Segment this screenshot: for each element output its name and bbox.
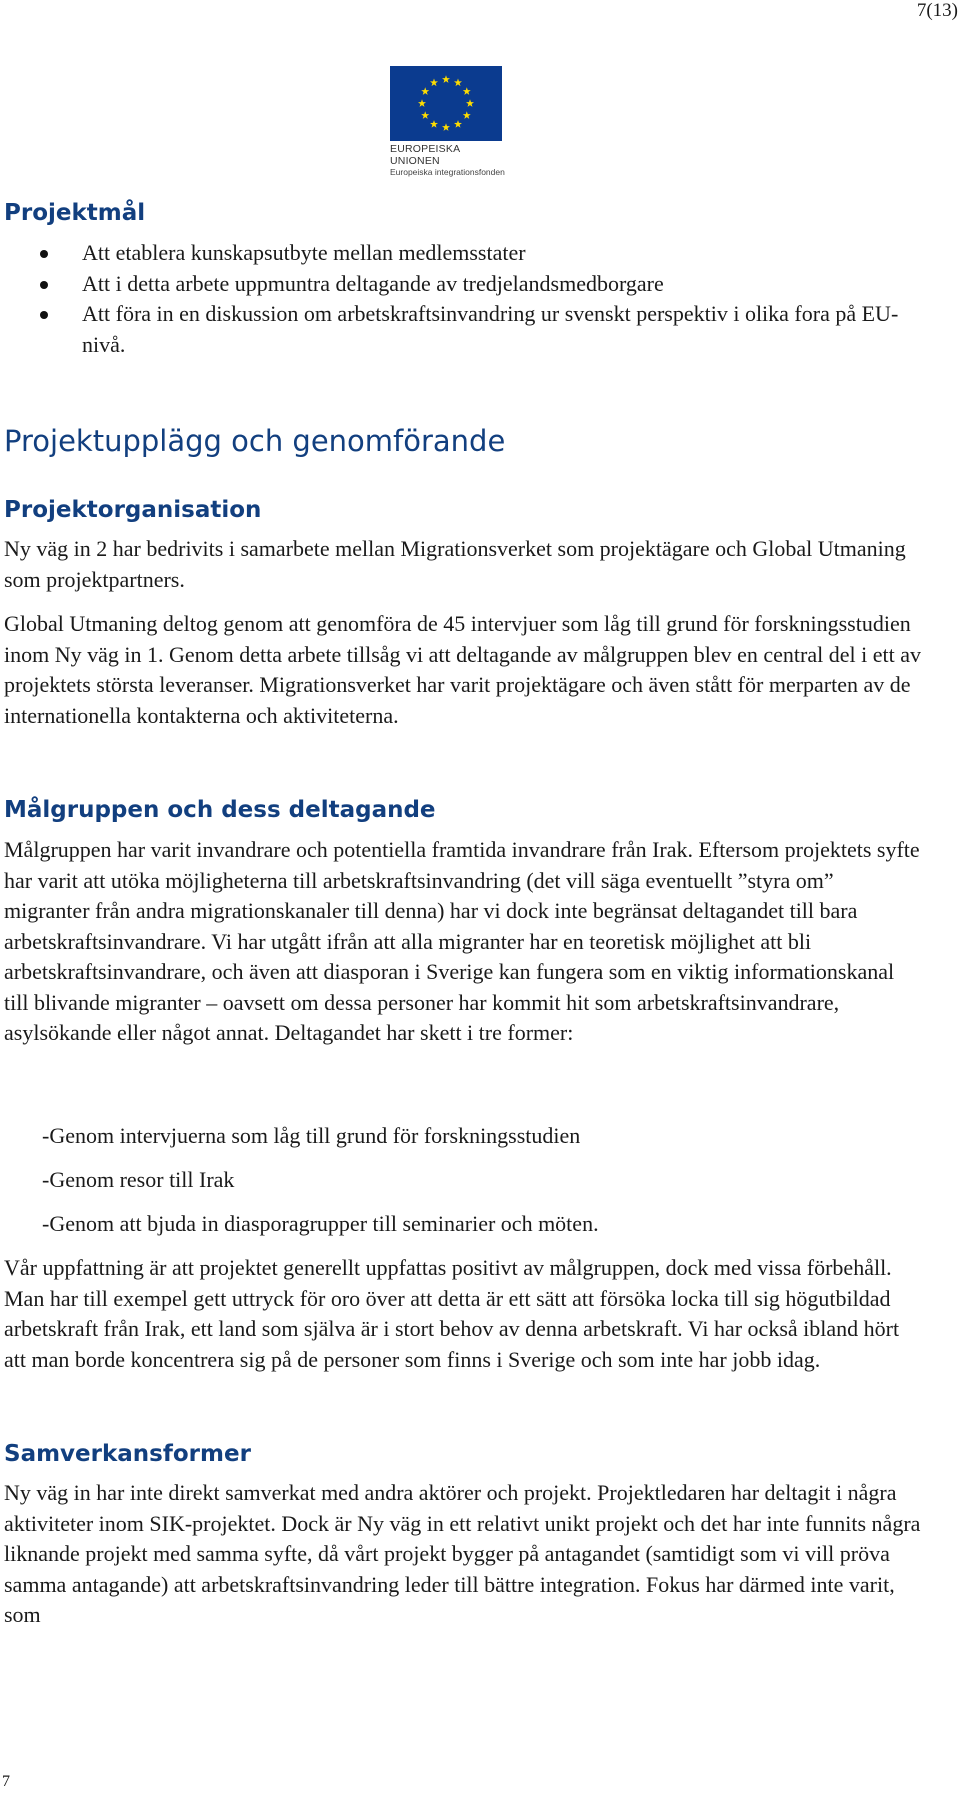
logo-caption-fund: Europeiska integrationsfonden <box>390 167 505 177</box>
paragraph-samverkan-1: Ny väg in har inte direkt samverkat med andra aktörer och projekt. Projektledaren har deltagit i några aktiviteter inom SIK-projektet. Dock är Ny väg in ett relativt unikt projekt och det har inte funnits några liknande projekt med samma syfte, då vårt projekt bygger på antagandet (samtidigt som vi vill pröva samma antagande) att arbetskraftsinvandring leder till bättre integration. Fokus har därmed inte varit, som <box>4 1480 921 1627</box>
logo-caption-union: EUROPEISKA UNIONEN <box>390 143 460 167</box>
heading-projektupplagg: Projektupplägg och genomförande <box>4 424 506 458</box>
heading-projektmal: Projektmål <box>4 200 146 226</box>
heading-projektorganisation: Projektorganisation <box>4 497 262 523</box>
dash-item: -Genom intervjuerna som låg till grund för forskningsstudien <box>42 1123 581 1148</box>
paragraph-malgruppen-2: Vår uppfattning är att projektet generellt uppfattas positivt av målgruppen, dock med vissa förbehåll. Man har till exempel gett uttryck för oro över att detta är ett sätt att försöka locka till sig högutbildad arbetskraft från Irak, ett land som själva är i stort behov av denna arbetskraft. Vi har också ibland hört att man borde koncentrera sig på de personer som finns i Sverige och som inte har jobb idag. <box>4 1255 900 1372</box>
dash-item: -Genom resor till Irak <box>42 1167 235 1192</box>
page-number: 7(13) <box>916 0 958 21</box>
footer-page-number: 7 <box>2 1773 10 1790</box>
eu-flag-icon <box>390 66 502 141</box>
bullet-icon <box>40 250 48 258</box>
list-item <box>40 238 920 269</box>
paragraph-malgruppen-1: Målgruppen har varit invandrare och potentiella framtida invandrare från Irak. Eftersom projektets syfte har varit att utöka möjligheterna till arbetskraftsinvandring (det vill säga eventuellt ”styra om” migranter från andra migrationskanaler till denna) har vi dock inte begränsat deltagandet till bara arbetskraftsinvandrare. Vi har utgått ifrån att alla migranter har en teoretisk möjlighet att bli arbetskraftsinvandrare, och även att diasporan i Sverige kan fungera som en viktig informationskanal till blivande migranter – oavsett om dessa personer har kommit hit som arbetskraftsinvandrare, asylsökande eller något annat. Deltagandet har skett i tre former: <box>4 837 920 1045</box>
bullet-icon <box>40 311 48 319</box>
eu-logo <box>390 66 505 177</box>
paragraph-organisation-1: Ny väg in 2 har bedrivits i samarbete mellan Migrationsverket som projektägare och Global Utmaning som projektpartners. <box>4 536 906 592</box>
list-item <box>40 299 920 360</box>
bullet-icon <box>40 281 48 289</box>
goal-list <box>40 238 920 360</box>
list-item <box>40 269 920 300</box>
heading-samverkansformer: Samverkansformer <box>4 1441 251 1467</box>
heading-malgruppen: Målgruppen och dess deltagande <box>4 797 436 823</box>
dash-item: -Genom att bjuda in diasporagrupper till seminarier och möten. <box>42 1211 599 1236</box>
list-item-text: Att föra in en diskussion om arbetskraftsinvandring ur svenskt perspektiv i olika fora på EU-nivå. <box>82 301 899 357</box>
list-item-text: Att etablera kunskapsutbyte mellan medlemsstater <box>82 240 526 265</box>
paragraph-organisation-2: Global Utmaning deltog genom att genomföra de 45 intervjuer som låg till grund för forskningsstudien inom Ny väg in 1. Genom detta arbete tillsåg vi att deltagande av målgruppen blev en central del i ett av projektets största leveranser. Migrationsverket har varit projektägare och även stått för merparten av de internationella kontakterna och aktiviteterna. <box>4 611 921 728</box>
list-item-text: Att i detta arbete uppmuntra deltagande av tredjelandsmedborgare <box>82 270 664 296</box>
